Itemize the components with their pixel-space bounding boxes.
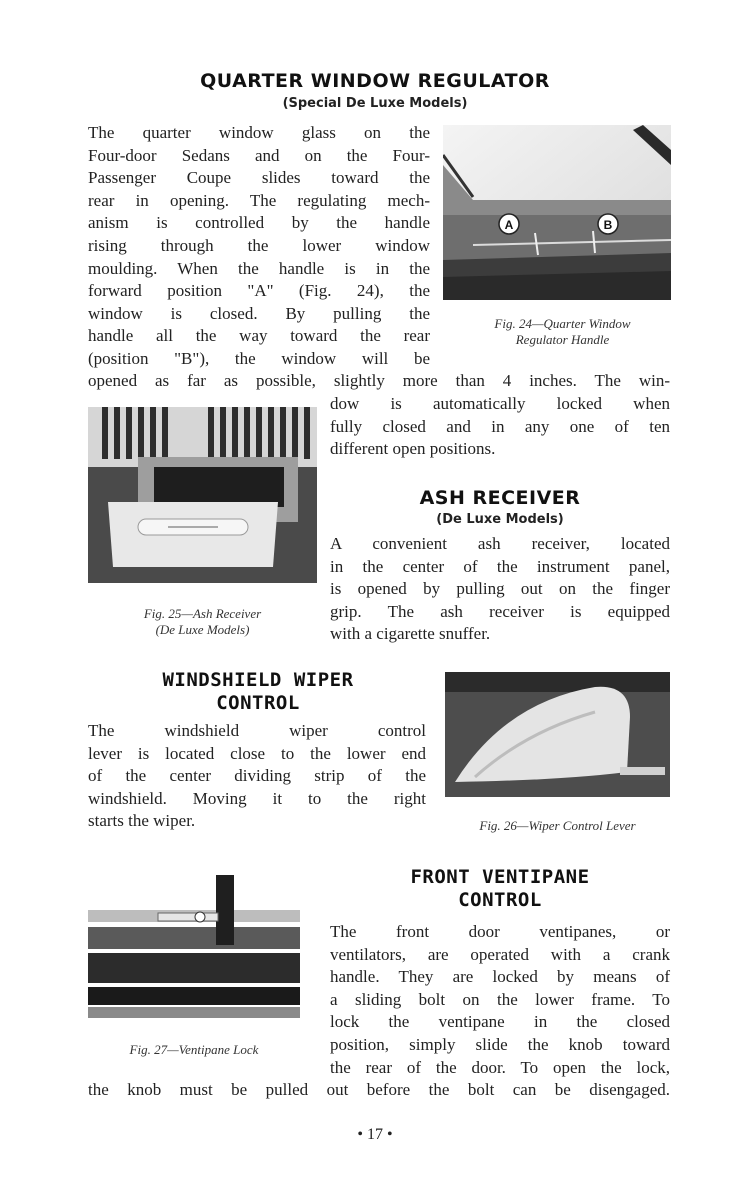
- text-line: A convenient ash receiver, located: [330, 534, 670, 553]
- text-line: windshield. Moving it to the right: [88, 788, 426, 808]
- ash-receiver-subtitle: (De Luxe Models): [436, 512, 564, 527]
- text-line: opened as far as possible, slightly more than 4 inches. The win-: [88, 371, 670, 390]
- wiper-title-line2: CONTROL: [216, 692, 300, 714]
- fig-25-caption: [88, 606, 317, 638]
- fig-25-caption-line1: Fig. 25—Ash Receiver: [143, 606, 262, 621]
- quarter-window-subtitle: (Special De Luxe Models): [282, 96, 468, 111]
- text-line: different open positions.: [330, 439, 496, 459]
- text-line: handle all the way toward the rear: [88, 326, 430, 346]
- wiper-illustration: [445, 672, 670, 797]
- text-line: grip. The ash receiver is equipped: [330, 601, 670, 621]
- text-line: Four-door Sedans and on the Four-: [88, 145, 430, 165]
- label-b: B: [603, 218, 613, 232]
- ash-receiver-title: ASH RECEIVER: [419, 487, 581, 509]
- wiper-title: [88, 669, 428, 715]
- wiper-title-line1: WINDSHIELD WIPER: [162, 669, 354, 691]
- quarter-window-title: QUARTER WINDOW REGULATOR: [200, 70, 550, 92]
- ash-receiver-photo: [88, 407, 317, 583]
- fig-24-caption: [455, 316, 670, 348]
- text-line: rear in opening. The regulating mech-: [88, 190, 430, 210]
- text-line: in the center of the instrument panel,: [330, 556, 670, 576]
- text-line: position, simply slide the knob toward: [330, 1034, 670, 1054]
- quarter-window-body-wide: [88, 370, 670, 393]
- text-line: the rear of the door. To open the lock,: [330, 1057, 670, 1077]
- fig-24-caption-line1: Fig. 24—Quarter Window: [494, 316, 631, 331]
- text-line: the knob must be pulled out before the bolt can be disengaged.: [88, 1080, 670, 1099]
- text-line: fully closed and in any one of ten: [330, 416, 670, 436]
- fig-24-caption-line2: Regulator Handle: [515, 332, 610, 347]
- text-line: moulding. When the handle is in the: [88, 258, 430, 278]
- ventipane-body: [330, 921, 670, 1079]
- text-line: of the center dividing strip of the: [88, 766, 426, 786]
- ventipane-illustration: [88, 875, 300, 1018]
- ventipane-title-line2: CONTROL: [458, 889, 542, 911]
- quarter-window-body: [88, 122, 430, 371]
- text-line: starts the wiper.: [88, 811, 196, 831]
- page-number: • 17 •: [357, 1126, 393, 1143]
- quarter-window-illustration: [443, 125, 671, 300]
- text-line: dow is automatically locked when: [330, 394, 670, 413]
- text-line: lever is located close to the lower end: [88, 743, 426, 763]
- text-line: The front door ventipanes, or: [330, 922, 670, 941]
- ventipane-photo: [88, 875, 300, 1018]
- ash-receiver-illustration: [88, 407, 317, 583]
- text-line: is opened by pulling out on the finger: [330, 579, 670, 599]
- ventipane-body-wide: [88, 1079, 670, 1102]
- ventipane-title-line1: FRONT VENTIPANE: [410, 866, 590, 888]
- text-line: anism is controlled by the handle: [88, 213, 430, 233]
- text-line: forward position "A" (Fig. 24), the: [88, 281, 430, 301]
- text-line: (position "B"), the window will be: [88, 348, 430, 368]
- ventipane-title: [330, 866, 670, 912]
- ash-receiver-body: [330, 533, 670, 646]
- text-line: ventilators, are operated with a crank: [330, 944, 670, 964]
- text-line: lock the ventipane in the closed: [330, 1012, 670, 1032]
- text-line: a sliding bolt on the lower frame. To: [330, 989, 670, 1009]
- fig-25-caption-line2: (De Luxe Models): [155, 622, 250, 637]
- wiper-body: [88, 720, 426, 833]
- text-line: rising through the lower window: [88, 235, 430, 255]
- fig-26-caption: Fig. 26—Wiper Control Lever: [479, 818, 636, 833]
- wiper-photo: [445, 672, 670, 797]
- text-line: The windshield wiper control: [88, 721, 426, 740]
- text-line: with a cigarette snuffer.: [330, 624, 491, 644]
- quarter-window-photo: [443, 125, 671, 300]
- label-a: A: [504, 218, 514, 232]
- text-line: The quarter window glass on the: [88, 123, 430, 142]
- quarter-window-body-right: [330, 393, 670, 461]
- text-line: handle. They are locked by means of: [330, 967, 670, 987]
- text-line: window is closed. By pulling the: [88, 303, 430, 323]
- fig-27-caption: Fig. 27—Ventipane Lock: [129, 1042, 259, 1057]
- text-line: Passenger Coupe slides toward the: [88, 168, 430, 188]
